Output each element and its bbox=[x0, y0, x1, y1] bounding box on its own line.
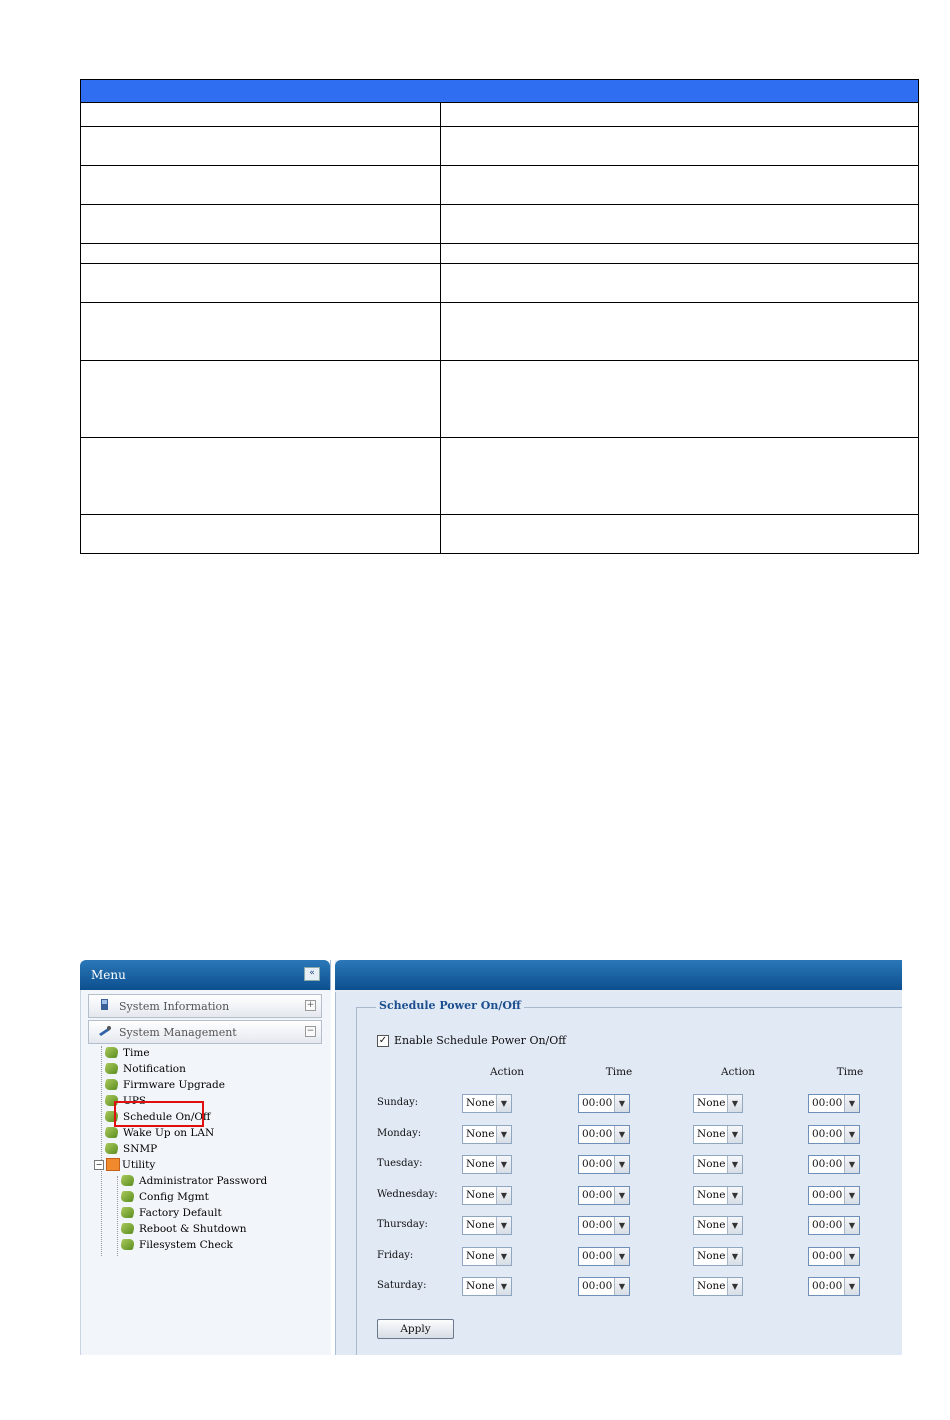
chevron-down-icon[interactable]: ▼ bbox=[844, 1095, 859, 1112]
column-header-time: Time bbox=[605, 1066, 633, 1078]
time-select[interactable] bbox=[808, 1186, 860, 1205]
computer-icon bbox=[98, 998, 112, 1012]
fieldset-legend: Schedule Power On/Off bbox=[376, 999, 524, 1012]
chevron-down-icon[interactable]: ▼ bbox=[496, 1217, 511, 1234]
chevron-down-icon[interactable]: ▼ bbox=[614, 1095, 629, 1112]
action-select[interactable] bbox=[462, 1186, 512, 1205]
action-select[interactable] bbox=[693, 1094, 743, 1113]
enable-schedule-checkbox[interactable]: ✓ bbox=[378, 1035, 388, 1046]
chevron-down-icon[interactable]: ▼ bbox=[496, 1248, 511, 1265]
select-value: 00:00 bbox=[812, 1280, 843, 1292]
time-select[interactable] bbox=[808, 1125, 860, 1144]
action-select[interactable] bbox=[462, 1247, 512, 1266]
section-label: System Management bbox=[119, 1026, 237, 1039]
leaf-icon bbox=[104, 1143, 119, 1154]
leaf-icon bbox=[120, 1223, 135, 1234]
schedule-fieldset bbox=[356, 999, 902, 1355]
time-select[interactable] bbox=[578, 1094, 630, 1113]
chevron-down-icon[interactable]: ▼ bbox=[727, 1248, 742, 1265]
leaf-icon bbox=[104, 1063, 119, 1074]
time-select[interactable] bbox=[578, 1186, 630, 1205]
select-value: 00:00 bbox=[812, 1127, 843, 1140]
chevron-down-icon[interactable]: ▼ bbox=[727, 1126, 742, 1143]
chevron-down-icon[interactable]: ▼ bbox=[614, 1217, 629, 1234]
chevron-down-icon[interactable]: ▼ bbox=[727, 1217, 742, 1234]
wrench-icon bbox=[98, 1024, 112, 1038]
chevron-down-icon[interactable]: ▼ bbox=[727, 1187, 742, 1204]
table-row bbox=[81, 205, 919, 244]
select-value: 00:00 bbox=[582, 1188, 613, 1201]
select-value: 00:00 bbox=[812, 1219, 843, 1231]
chevron-down-icon[interactable]: ▼ bbox=[614, 1126, 629, 1143]
select-value: 00:00 bbox=[582, 1219, 613, 1231]
time-select[interactable] bbox=[578, 1155, 630, 1174]
table-row bbox=[81, 303, 919, 361]
tree-connector bbox=[101, 1046, 102, 1256]
column-header-action: Action bbox=[720, 1066, 756, 1078]
day-label: Saturday: bbox=[377, 1280, 427, 1291]
action-select[interactable] bbox=[462, 1155, 512, 1174]
chevron-down-icon[interactable]: ▼ bbox=[844, 1278, 859, 1295]
section-system-information[interactable] bbox=[88, 994, 322, 1018]
content-panel bbox=[335, 960, 902, 1355]
day-label: Tuesday: bbox=[377, 1158, 423, 1169]
action-select[interactable] bbox=[462, 1216, 512, 1235]
select-value: None bbox=[697, 1158, 726, 1170]
leaf-icon bbox=[104, 1127, 119, 1138]
table-row bbox=[81, 244, 919, 264]
select-value: None bbox=[697, 1127, 726, 1140]
section-label: System Information bbox=[119, 1000, 230, 1013]
column-header-action: Action bbox=[489, 1066, 525, 1078]
time-select[interactable] bbox=[808, 1277, 860, 1296]
chevron-down-icon[interactable]: ▼ bbox=[496, 1156, 511, 1173]
chevron-down-icon[interactable]: ▼ bbox=[727, 1095, 742, 1112]
time-select[interactable] bbox=[808, 1247, 860, 1266]
chevron-down-icon[interactable]: ▼ bbox=[727, 1278, 742, 1295]
chevron-down-icon[interactable]: ▼ bbox=[496, 1187, 511, 1204]
select-value: 00:00 bbox=[812, 1249, 843, 1262]
select-value: None bbox=[466, 1219, 495, 1231]
tree-connector bbox=[117, 1176, 118, 1256]
select-value: 00:00 bbox=[582, 1280, 613, 1292]
table-row bbox=[81, 103, 919, 127]
select-value: 00:00 bbox=[812, 1188, 843, 1201]
select-value: 00:00 bbox=[582, 1127, 613, 1140]
action-select[interactable] bbox=[462, 1277, 512, 1296]
select-value: 00:00 bbox=[812, 1158, 843, 1170]
leaf-icon bbox=[120, 1175, 135, 1186]
section-system-management[interactable] bbox=[88, 1020, 322, 1044]
time-select[interactable] bbox=[578, 1277, 630, 1296]
chevron-down-icon[interactable]: ▼ bbox=[496, 1278, 511, 1295]
day-label: Sunday: bbox=[377, 1097, 419, 1108]
chevron-down-icon[interactable]: ▼ bbox=[614, 1187, 629, 1204]
select-value: 00:00 bbox=[582, 1249, 613, 1262]
enable-schedule-label: Enable Schedule Power On/Off bbox=[394, 1034, 567, 1047]
collapse-icon[interactable]: − bbox=[306, 1026, 315, 1036]
table-row bbox=[81, 361, 919, 438]
select-value: None bbox=[697, 1249, 726, 1262]
select-value: 00:00 bbox=[582, 1158, 613, 1170]
select-value: None bbox=[466, 1249, 495, 1262]
folder-icon bbox=[106, 1158, 120, 1171]
chevron-down-icon[interactable]: ▼ bbox=[614, 1278, 629, 1295]
select-value: None bbox=[466, 1158, 495, 1170]
menu-title-bar bbox=[80, 960, 330, 990]
apply-button[interactable]: Apply bbox=[377, 1319, 454, 1339]
action-select[interactable] bbox=[462, 1094, 512, 1113]
leaf-icon bbox=[120, 1239, 135, 1250]
action-select[interactable] bbox=[462, 1125, 512, 1144]
table-row bbox=[81, 264, 919, 303]
chevron-down-icon[interactable]: ▼ bbox=[844, 1248, 859, 1265]
content-body bbox=[335, 992, 902, 1355]
day-label: Monday: bbox=[377, 1127, 422, 1139]
select-value: 00:00 bbox=[582, 1097, 613, 1109]
chevron-down-icon[interactable]: ▼ bbox=[496, 1095, 511, 1112]
select-value: None bbox=[466, 1097, 495, 1109]
expand-icon[interactable]: + bbox=[306, 1000, 315, 1010]
leaf-icon bbox=[104, 1079, 119, 1090]
chevron-down-icon[interactable]: ▼ bbox=[844, 1126, 859, 1143]
table-row bbox=[81, 515, 919, 554]
menu-panel: Menu « System Information + System Management − Time Notification Firmware Upgrade UPS Schedule On/Off Wake Up on LAN SNMP − Utility Administrator Password Config Mgmt Factory Default Reboot & Shutdown Filesystem Check bbox=[80, 960, 331, 1355]
table-row bbox=[81, 127, 919, 166]
day-label: Wednesday: bbox=[377, 1188, 438, 1200]
select-value: None bbox=[697, 1188, 726, 1201]
leaf-icon bbox=[120, 1191, 135, 1202]
chevron-down-icon[interactable]: ▼ bbox=[727, 1156, 742, 1173]
chevron-down-icon[interactable]: ▼ bbox=[844, 1187, 859, 1204]
menu-body bbox=[80, 990, 331, 1355]
table-header-row bbox=[81, 80, 919, 103]
select-value: None bbox=[697, 1097, 726, 1109]
day-label: Friday: bbox=[377, 1249, 414, 1261]
action-select[interactable] bbox=[693, 1155, 743, 1174]
action-select[interactable] bbox=[693, 1125, 743, 1144]
leaf-icon bbox=[120, 1207, 135, 1218]
table-row bbox=[81, 166, 919, 205]
time-select[interactable] bbox=[578, 1125, 630, 1144]
time-select[interactable] bbox=[808, 1216, 860, 1235]
schedule-power-screenshot bbox=[80, 960, 902, 1355]
time-select[interactable] bbox=[578, 1247, 630, 1266]
table-row bbox=[81, 438, 919, 515]
select-value: None bbox=[697, 1280, 726, 1292]
document-table bbox=[80, 79, 919, 554]
action-select[interactable] bbox=[693, 1186, 743, 1205]
action-select[interactable] bbox=[693, 1247, 743, 1266]
select-value: None bbox=[466, 1127, 495, 1140]
action-select[interactable] bbox=[693, 1277, 743, 1296]
menu-title: Menu bbox=[91, 968, 126, 982]
chevron-down-icon[interactable]: ▼ bbox=[844, 1156, 859, 1173]
day-label: Thursday: bbox=[377, 1219, 428, 1230]
column-header-time: Time bbox=[836, 1066, 864, 1078]
select-value: None bbox=[466, 1280, 495, 1292]
time-select[interactable] bbox=[578, 1216, 630, 1235]
utility-collapse-icon[interactable]: − bbox=[95, 1160, 103, 1169]
content-title-bar bbox=[335, 960, 902, 990]
select-value: 00:00 bbox=[812, 1097, 843, 1109]
chevron-down-icon[interactable]: ▼ bbox=[614, 1248, 629, 1265]
leaf-icon bbox=[104, 1047, 119, 1058]
action-select[interactable] bbox=[693, 1216, 743, 1235]
time-select[interactable] bbox=[808, 1094, 860, 1113]
chevron-down-icon[interactable]: ▼ bbox=[496, 1126, 511, 1143]
select-value: None bbox=[697, 1219, 726, 1231]
double-chevron-left-icon[interactable]: « bbox=[304, 967, 320, 981]
time-select[interactable] bbox=[808, 1155, 860, 1174]
chevron-down-icon[interactable]: ▼ bbox=[844, 1217, 859, 1234]
select-value: None bbox=[466, 1188, 495, 1201]
highlight-annotation-box bbox=[114, 1101, 204, 1127]
chevron-down-icon[interactable]: ▼ bbox=[614, 1156, 629, 1173]
